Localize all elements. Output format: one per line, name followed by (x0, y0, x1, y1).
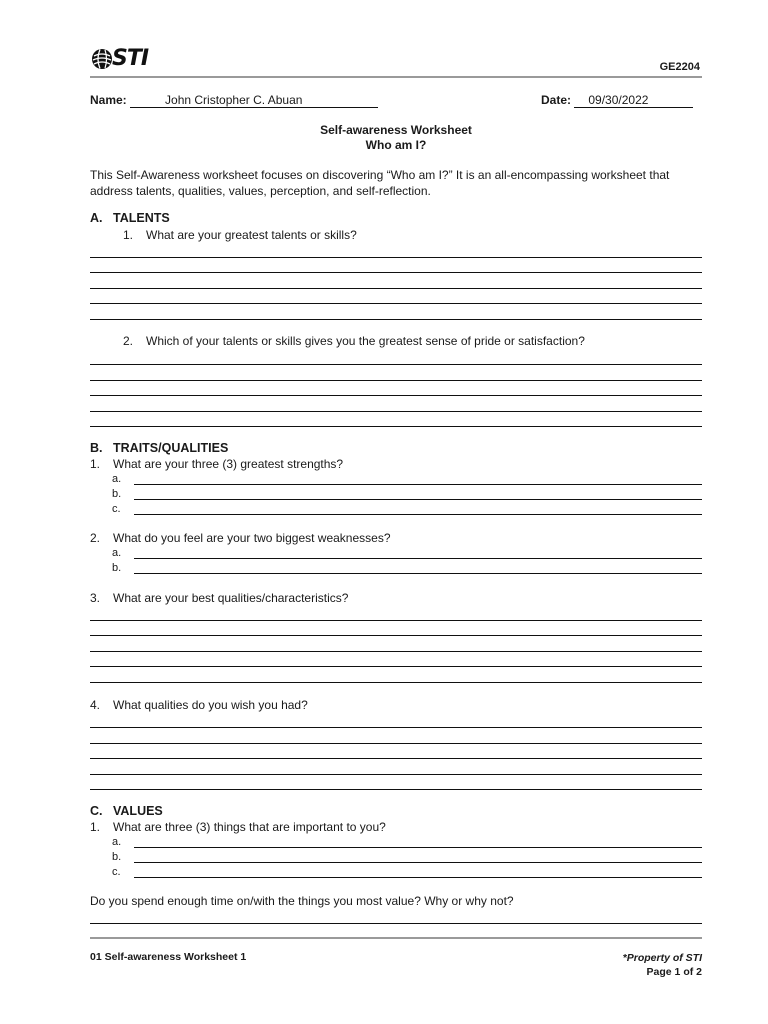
question-number: 1. (90, 820, 101, 834)
question-b2 (90, 531, 391, 545)
date-label: Date: (541, 93, 572, 107)
logo-text: STI (112, 46, 149, 71)
footer-divider (90, 937, 702, 939)
value-item-c[interactable] (112, 866, 702, 878)
answer-line[interactable] (90, 319, 702, 320)
section-c-heading (90, 804, 163, 818)
question-b3 (90, 591, 348, 605)
answer-line[interactable] (90, 364, 702, 365)
sub-answer-line[interactable] (134, 476, 702, 485)
question-number: 2. (123, 334, 134, 348)
sub-letter: c. (112, 866, 121, 878)
sub-answer-line[interactable] (134, 506, 702, 515)
answer-line[interactable] (90, 727, 702, 728)
answer-line[interactable] (90, 288, 702, 289)
course-code: GE2204 (659, 61, 700, 73)
answer-line[interactable] (90, 758, 702, 759)
answer-line[interactable] (90, 789, 702, 790)
answer-line[interactable] (90, 651, 702, 652)
answer-line[interactable] (90, 682, 702, 683)
answer-line[interactable] (90, 257, 702, 258)
answer-line[interactable] (90, 620, 702, 621)
question-text: Which of your talents or skills gives you the greatest sense of pride or satisfaction? (146, 334, 585, 348)
question-number: 1. (123, 228, 134, 242)
question-number: 2. (90, 531, 101, 545)
strength-item-b[interactable] (112, 488, 702, 500)
weakness-item-a[interactable] (112, 547, 702, 559)
section-a-heading (90, 211, 170, 225)
answer-line[interactable] (90, 923, 702, 924)
sub-letter: a. (112, 836, 122, 848)
date-value[interactable]: 09/30/2022 (574, 93, 693, 108)
question-number: 1. (90, 457, 101, 471)
answer-line[interactable] (90, 774, 702, 775)
question-text: What are three (3) things that are important to you? (113, 820, 386, 834)
sub-answer-line[interactable] (134, 839, 702, 848)
section-b-title: TRAITS/QUALITIES (113, 441, 229, 455)
question-number: 3. (90, 591, 101, 605)
name-value[interactable]: John Cristopher C. Abuan (130, 93, 378, 108)
value-item-b[interactable] (112, 851, 702, 863)
footer-doc-title: 01 Self-awareness Worksheet 1 (90, 951, 247, 963)
sub-letter: b. (112, 851, 122, 863)
sub-answer-line[interactable] (134, 565, 702, 574)
question-a1 (123, 228, 357, 242)
question-number: 4. (90, 698, 101, 712)
name-label: Name: (90, 93, 127, 107)
property-notice: *Property of STI (622, 952, 702, 964)
globe-icon (90, 47, 114, 71)
date-field-row (541, 93, 693, 108)
section-b-heading (90, 441, 228, 455)
sub-letter: c. (112, 503, 121, 515)
question-b1 (90, 457, 343, 471)
question-c1 (90, 820, 386, 834)
sti-logo (90, 46, 148, 71)
strength-item-c[interactable] (112, 503, 702, 515)
footer-right (623, 951, 702, 979)
question-b4 (90, 698, 308, 712)
answer-line[interactable] (90, 395, 702, 396)
page-number: Page 1 of 2 (646, 966, 702, 978)
answer-line[interactable] (90, 635, 702, 636)
name-field-row (90, 93, 378, 108)
answer-line[interactable] (90, 666, 702, 667)
section-a-title: TALENTS (113, 211, 170, 225)
section-c-title: VALUES (113, 804, 163, 818)
question-text: What are your greatest talents or skills? (146, 228, 357, 242)
title-line-2: Who am I? (365, 138, 427, 152)
sub-answer-line[interactable] (134, 869, 702, 878)
sub-answer-line[interactable] (134, 854, 702, 863)
intro-paragraph: This Self-Awareness worksheet focuses on discovering “Who am I?” It is an all-encompassing worksheet that address talents, qualities, values, perception, and self-reflection. (90, 168, 670, 198)
weakness-item-b[interactable] (112, 562, 702, 574)
section-b-letter: B. (90, 441, 103, 455)
answer-line[interactable] (90, 303, 702, 304)
answer-line[interactable] (90, 380, 702, 381)
header-divider (90, 76, 702, 78)
sub-letter: a. (112, 547, 122, 559)
strength-item-a[interactable] (112, 473, 702, 485)
sub-letter: b. (112, 488, 122, 500)
sub-letter: a. (112, 473, 122, 485)
question-text: What are your three (3) greatest strengths? (113, 457, 344, 471)
section-a-letter: A. (90, 211, 103, 225)
sub-letter: b. (112, 562, 122, 574)
question-text: What do you feel are your two biggest weaknesses? (113, 531, 391, 545)
question-text: Do you spend enough time on/with the things you most value? Why or why not? (90, 894, 514, 908)
sub-answer-line[interactable] (134, 491, 702, 500)
answer-line[interactable] (90, 272, 702, 273)
answer-line[interactable] (90, 743, 702, 744)
value-item-a[interactable] (112, 836, 702, 848)
question-c2 (90, 894, 514, 908)
question-text: What qualities do you wish you had? (113, 698, 308, 712)
question-a2 (123, 334, 585, 348)
answer-line[interactable] (90, 426, 702, 427)
worksheet-title (90, 123, 702, 153)
title-line-1: Self-awareness Worksheet (320, 123, 472, 137)
answer-line[interactable] (90, 411, 702, 412)
question-text: What are your best qualities/characteristics? (113, 591, 349, 605)
sub-answer-line[interactable] (134, 550, 702, 559)
section-c-letter: C. (90, 804, 103, 818)
